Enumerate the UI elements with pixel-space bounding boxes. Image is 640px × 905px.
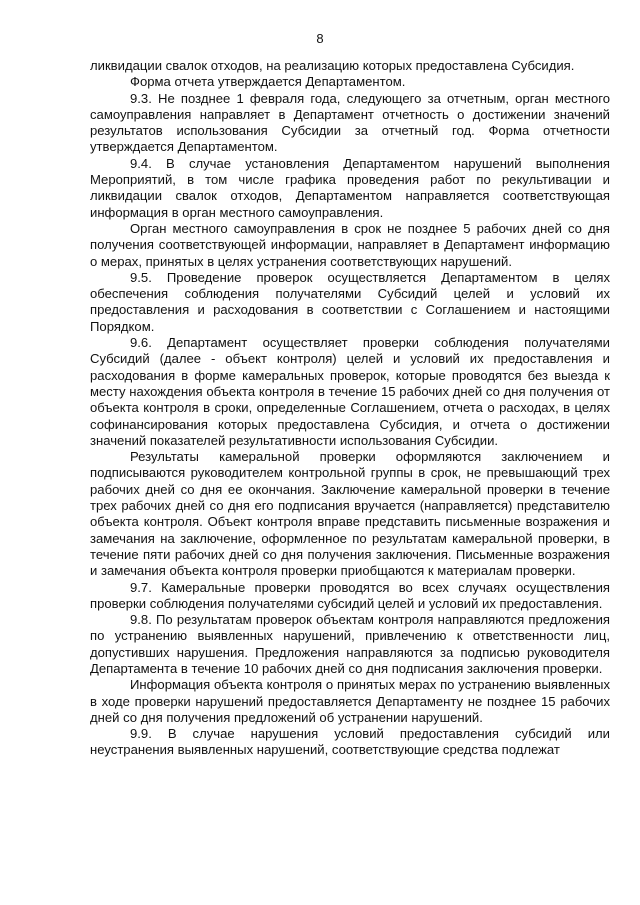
paragraph-9-6: 9.6. Департамент осуществляет проверки соблюдения получателями Субсидий (далее - объект контроля) целей и условий их предоставления и расходования в форме камеральных проверок, которые проводятся без выезда к месту нахождения объекта контроля в течение 15 рабочих дней со дня получения от объекта контроля в сроки, определенные Соглашением, отчета о расходах, в целях софинансирования которых предоставлена Субсидия, и отчета о достижении значений показателей результативности использования Субсидии.	[90, 335, 610, 448]
paragraph-9-7: 9.7. Камеральные проверки проводятся во всех случаях осуществления проверки соблюдения получателями субсидий целей и условий их предоставления.	[90, 579, 610, 611]
paragraph-9-6-results: Результаты камеральной проверки оформляются заключением и подписываются руководителем контрольной группы в срок, не превышающий трех рабочих дней со дня ее окончания. Заключение камеральной проверки в течение трех рабочих дней со дня его подписания вручается (направляется) представителю объекта контроля. Объект контроля вправе представить письменные возражения и замечания на заключение, оформленное по результатам камеральной проверки, в течение пяти рабочих дней со дня получения заключения. Письменные возражения и замечания объекта контроля проверки приобщаются к материалам проверки.	[90, 449, 610, 579]
paragraph-9-5: 9.5. Проведение проверок осуществляется Департаментом в целях обеспечения соблюдения получателями Субсидий целей и условий их предоставления и расходования в соответствии с Соглашением и настоящими Порядком.	[90, 269, 610, 334]
paragraph-9-4-response: Орган местного самоуправления в срок не позднее 5 рабочих дней со дня получения соответствующей информации, направляет в Департамент информацию о мерах, принятых в целях устранения соответствующих нарушений.	[90, 220, 610, 269]
page-number: 8	[316, 31, 324, 46]
paragraph-9-8: 9.8. По результатам проверок объектам контроля направляются предложения по устранению выявленных нарушений, привлечению к ответственности лиц, допустивших нарушения. Предложения направляются за подписью руководителя Департамента в течение 10 рабочих дней со дня подписания заключения проверки.	[90, 612, 610, 676]
paragraph-continuation: ликвидации свалок отходов, на реализацию которых предоставлена Субсидия.	[90, 58, 575, 73]
paragraph-report-form: Форма отчета утверждается Департаментом.	[130, 74, 406, 90]
document-body	[90, 58, 610, 759]
paragraph-9-8-information: Информация объекта контроля о принятых мерах по устранению выявленных в ходе проверки нарушений предоставляется Департаменту не позднее 15 рабочих дней со дня получения предложений об устранении нарушений.	[90, 677, 610, 725]
paragraph-9-9: 9.9. В случае нарушения условий предоставления субсидий или неустранения выявленных нарушений, соответствующие средства подлежат	[90, 726, 610, 758]
paragraph-9-4: 9.4. В случае установления Департаментом нарушений выполнения Мероприятий, в том числе графика проведения работ по рекультивации и ликвидации свалок отходов, Департаментом направляется соответствующая информация в орган местного самоуправления.	[90, 155, 610, 220]
paragraph-9-3: 9.3. Не позднее 1 февраля года, следующего за отчетным, орган местного самоуправления направляет в Департамент отчетность о достижении значений результатов использования Субсидии за отчетный год. Форма отчетности утверждается Департаментом.	[90, 90, 610, 155]
